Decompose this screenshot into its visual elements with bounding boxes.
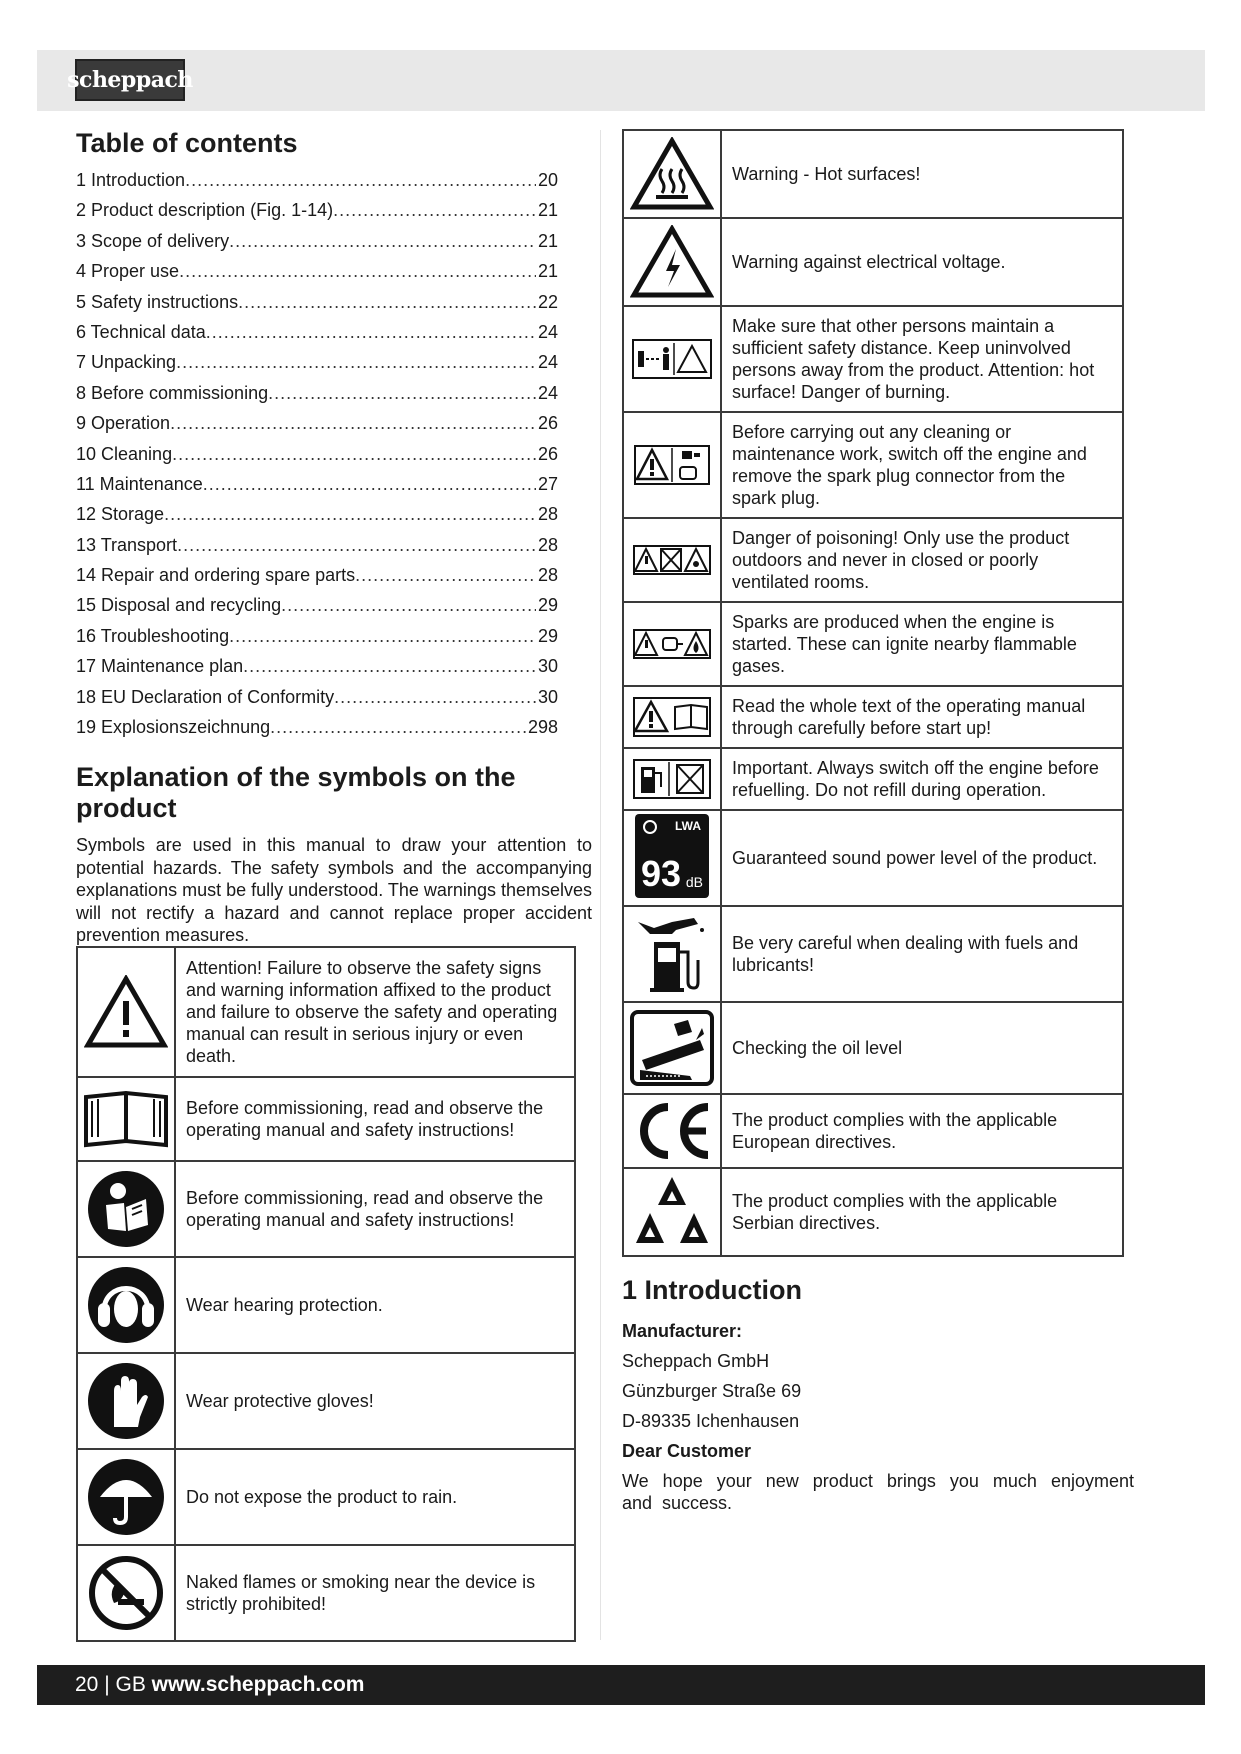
symbol-row <box>623 748 1123 810</box>
sound-value: 93 <box>641 852 682 894</box>
symbol-text: Make sure that other persons maintain a sufficient safety distance. Keep uninvolved persons away from the product. Attention: hot surface! Danger of burning. <box>721 306 1123 412</box>
symbol-row <box>77 1257 575 1353</box>
symbol-row <box>623 130 1123 218</box>
toc-entry[interactable]: 10 Cleaning ..... 26 <box>76 439 558 469</box>
toc-entry[interactable]: 14 Repair and ordering spare parts ..... 28 <box>76 560 558 590</box>
symbol-row <box>623 602 1123 686</box>
symbol-text: Naked flames or smoking near the device is strictly prohibited! <box>175 1545 575 1641</box>
toc-entry[interactable]: 16 Troubleshooting ..... 29 <box>76 621 558 651</box>
sparks-icon <box>624 629 720 659</box>
symbol-row <box>623 1168 1123 1256</box>
toc-entry[interactable]: 6 Technical data ..... 24 <box>76 317 558 347</box>
symbol-text: Before carrying out any cleaning or maintenance work, switch off the engine and remove the spark plug connector from the spark plug. <box>721 412 1123 518</box>
symbol-row <box>77 1449 575 1545</box>
toc-entry[interactable]: 11 Maintenance ..... 27 <box>76 469 558 499</box>
symbols-intro: Symbols are used in this manual to draw your attention to potential hazards. The safety symbols and the accompanying explanations must be fully understood. The warnings themselves will not rectify a hazard and cannot replace proper accident prevention measures. <box>76 835 592 946</box>
symbol-text: Danger of poisoning! Only use the product outdoors and never in closed or poorly ventilated rooms. <box>721 518 1123 602</box>
symbol-text: Sparks are produced when the engine is started. These can ignite nearby flammable gases. <box>721 602 1123 686</box>
symbol-text: Before commissioning, read and observe the operating manual and safety instructions! <box>175 1077 575 1161</box>
symbols-title: Explanation of the symbols on the product <box>76 762 516 824</box>
symbol-row <box>623 218 1123 306</box>
greeting: Dear Customer <box>622 1441 752 1461</box>
read-manual-person-icon <box>78 1169 174 1249</box>
symbol-table-left <box>76 946 576 1642</box>
refuelling-icon <box>624 759 720 799</box>
toc-list <box>76 165 558 742</box>
symbol-row <box>77 1077 575 1161</box>
symbol-text: Important. Always switch off the engine before refuelling. Do not refill during operation. <box>721 748 1123 810</box>
toc-title: Table of contents <box>76 128 298 158</box>
symbol-row <box>623 906 1123 1002</box>
symbol-row <box>77 1545 575 1641</box>
symbol-text: Warning against electrical voltage. <box>721 218 1123 306</box>
symbol-text: Wear hearing protection. <box>175 1257 575 1353</box>
umbrella-icon <box>78 1457 174 1537</box>
intro-paragraph: We hope your new product brings you much enjoyment and success. <box>622 1471 1134 1513</box>
street-address: Günzburger Straße 69 <box>622 1381 802 1401</box>
sound-label: LWA <box>675 818 701 833</box>
toc-entry[interactable]: 5 Safety instructions ..... 22 <box>76 287 558 317</box>
symbol-row <box>623 686 1123 748</box>
left-column <box>76 128 592 947</box>
no-smoking-icon <box>78 1553 174 1633</box>
ce-mark-icon <box>624 1099 720 1163</box>
manufacturer-label: Manufacturer: <box>622 1321 743 1341</box>
symbol-text: Be very careful when dealing with fuels and lubricants! <box>721 906 1123 1002</box>
symbol-text: Warning - Hot surfaces! <box>721 130 1123 218</box>
introduction-title: 1 Introduction <box>622 1275 802 1305</box>
symbol-row <box>623 412 1123 518</box>
toc-entry[interactable]: 4 Proper use ..... 21 <box>76 256 558 286</box>
brand-logo: scheppach <box>75 59 185 101</box>
toc-entry[interactable]: 18 EU Declaration of Conformity ..... 30 <box>76 682 558 712</box>
toc-entry[interactable]: 15 Disposal and recycling ..... 29 <box>76 590 558 620</box>
symbol-text: Attention! Failure to observe the safety signs and warning information affixed to the product and failure to observe the safety and operating manual can result in serious injury or even death. <box>175 947 575 1077</box>
symbol-row <box>77 1161 575 1257</box>
language-code: GB <box>115 1673 146 1696</box>
oil-level-icon <box>624 1010 720 1086</box>
sound-power-icon <box>635 814 709 898</box>
toc-entry[interactable]: 1 Introduction ..... 20 <box>76 165 558 195</box>
page-number: 20 <box>75 1673 99 1696</box>
symbol-text: Before commissioning, read and observe the operating manual and safety instructions! <box>175 1161 575 1257</box>
symbol-row <box>623 306 1123 412</box>
electrical-voltage-icon <box>624 225 720 299</box>
toc-entry[interactable]: 9 Operation ..... 26 <box>76 408 558 438</box>
website-link[interactable]: www.scheppach.com <box>151 1673 365 1696</box>
symbol-table-right <box>622 129 1124 1257</box>
fuel-lubricant-icon <box>624 912 720 996</box>
warning-triangle-icon <box>78 975 174 1049</box>
city-address: D-89335 Ichenhausen <box>622 1411 800 1431</box>
safety-distance-icon <box>624 339 720 379</box>
open-book-icon <box>78 1087 174 1151</box>
toc-entry[interactable]: 7 Unpacking ..... 24 <box>76 347 558 377</box>
company-name: Scheppach GmbH <box>622 1351 770 1371</box>
sound-unit: dB <box>685 873 703 890</box>
symbol-row <box>623 810 1123 906</box>
toc-entry[interactable]: 13 Transport ..... 28 <box>76 530 558 560</box>
symbol-text: Read the whole text of the operating manual through carefully before start up! <box>721 686 1123 748</box>
symbol-row <box>623 518 1123 602</box>
symbol-text: The product complies with the applicable Serbian directives. <box>721 1168 1123 1256</box>
toc-entry[interactable]: 8 Before commissioning ..... 24 <box>76 378 558 408</box>
read-manual-icon <box>624 697 720 737</box>
hot-surface-icon <box>624 137 720 211</box>
symbol-text: Wear protective gloves! <box>175 1353 575 1449</box>
symbol-row <box>77 947 575 1077</box>
column-divider <box>600 130 601 1640</box>
toc-entry[interactable]: 19 Explosionszeichnung ..... 298 <box>76 712 558 742</box>
symbol-text: The product complies with the applicable European directives. <box>721 1094 1123 1168</box>
serbian-mark-icon <box>624 1173 720 1251</box>
symbol-row <box>623 1094 1123 1168</box>
symbol-row <box>623 1002 1123 1094</box>
footer-bar: 20 | GB www.scheppach.com <box>37 1665 1205 1705</box>
poisoning-icon <box>624 545 720 575</box>
spark-plug-icon <box>624 445 720 485</box>
gloves-icon <box>78 1361 174 1441</box>
symbol-row <box>77 1353 575 1449</box>
toc-entry[interactable]: 2 Product description (Fig. 1-14) ..... 21 <box>76 195 558 225</box>
toc-entry[interactable]: 17 Maintenance plan ..... 30 <box>76 651 558 681</box>
header-bar <box>37 50 1205 111</box>
ear-protection-icon <box>78 1265 174 1345</box>
introduction-section <box>622 1275 1134 1514</box>
symbol-text: Do not expose the product to rain. <box>175 1449 575 1545</box>
toc-entry[interactable]: 3 Scope of delivery ..... 21 <box>76 226 558 256</box>
symbol-text: Checking the oil level <box>721 1002 1123 1094</box>
symbol-text: Guaranteed sound power level of the product. <box>721 810 1123 906</box>
speaker-icon <box>643 820 657 834</box>
toc-entry[interactable]: 12 Storage ..... 28 <box>76 499 558 529</box>
